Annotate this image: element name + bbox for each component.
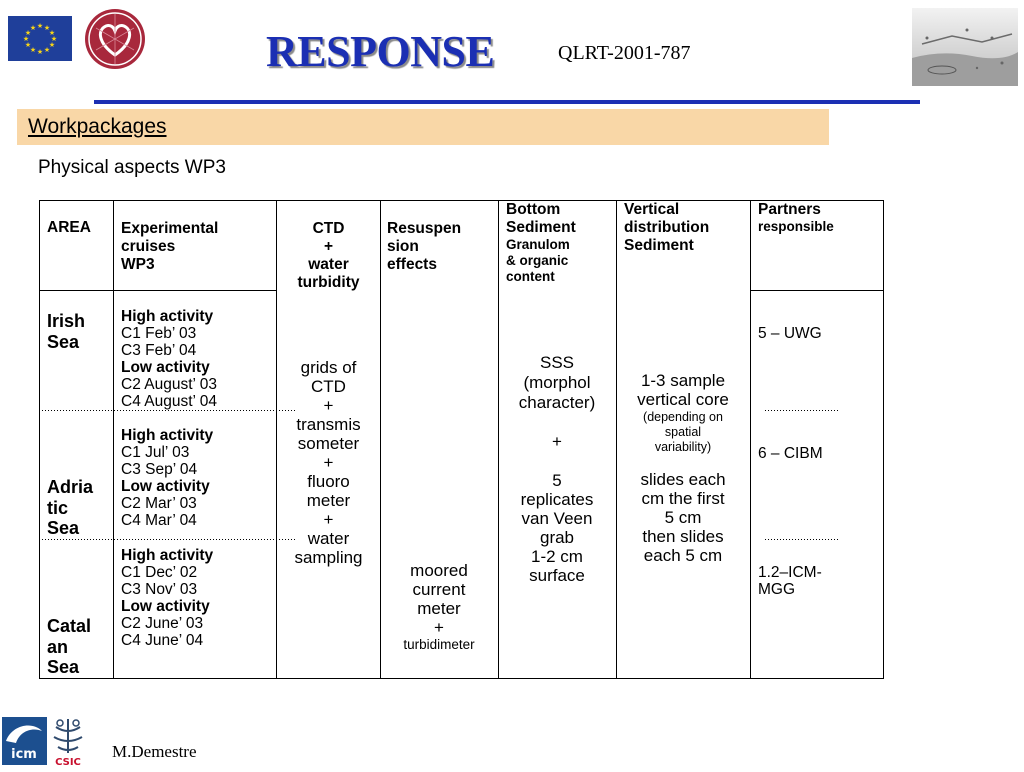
area-irish-sea <box>47 311 85 352</box>
slide-subtitle: Physical aspects WP3 <box>38 157 226 178</box>
ctd-method-line: water <box>307 529 350 548</box>
svg-text:★: ★ <box>29 24 37 32</box>
header-cruises-line: Experimental <box>121 220 219 237</box>
ctd-method-line: + <box>323 453 334 472</box>
header-bottom-line: Bottom <box>506 201 561 218</box>
partner-cibm: 6 – CIBM <box>758 445 823 462</box>
resuspension-method-line: meter <box>417 599 461 618</box>
partner-uwg: 5 – UWG <box>758 325 822 342</box>
resuspension-method-line: moored <box>410 561 468 580</box>
author-name: M.Demestre <box>112 742 197 761</box>
cruise-line: C1 Feb’ 03 <box>121 325 197 342</box>
header-ctd-line: turbidity <box>297 274 360 291</box>
header-resuspension-line: sion <box>387 238 419 255</box>
area-name-line: Adria <box>47 477 94 497</box>
cruise-line: C4 Mar’ 04 <box>121 512 197 529</box>
cruise-line: Low activity <box>121 598 210 615</box>
cruises-catalan-sea <box>121 547 213 649</box>
header-resuspension-line: effects <box>387 256 437 273</box>
eu-stars-icon <box>8 16 72 61</box>
cruise-line: High activity <box>121 547 214 564</box>
vertical-method-line: slides each <box>640 470 726 489</box>
section-label-workpackages[interactable]: Workpackages <box>28 115 167 138</box>
seafloor-image <box>912 8 1018 86</box>
bottom-method-line: 5 <box>552 471 562 490</box>
area-name-line: Catal <box>47 616 92 636</box>
ctd-method-line: someter <box>297 434 360 453</box>
svg-text:★: ★ <box>43 24 51 32</box>
vertical-method-core <box>616 371 750 409</box>
cruise-line: Low activity <box>121 478 210 495</box>
header-vertical-line: Sediment <box>624 237 694 254</box>
svg-text:★: ★ <box>43 46 51 54</box>
heart-emblem-logo <box>84 8 146 70</box>
cruise-line: C1 Jul’ 03 <box>121 444 190 461</box>
bottom-method-line: SSS <box>539 353 575 372</box>
bottom-method-sss <box>498 353 616 413</box>
svg-text:★: ★ <box>29 46 37 54</box>
header-ctd-line: CTD <box>312 220 345 237</box>
cruise-line: C2 June’ 03 <box>121 615 204 632</box>
cruises-irish-sea <box>121 308 217 410</box>
cruise-line: C3 Sep’ 04 <box>121 461 198 478</box>
header-vertical-distribution <box>624 201 709 255</box>
bottom-method-line: (morphol <box>523 373 591 392</box>
icm-logo <box>2 717 47 765</box>
bottom-method-line: grab <box>539 528 575 547</box>
area-catalan-sea <box>47 616 91 678</box>
bottom-method-line: surface <box>529 566 585 585</box>
area-name-line: Irish <box>47 311 86 331</box>
header-bottom-detail: Granulom <box>506 237 570 252</box>
header-bottom-sediment <box>506 201 576 285</box>
ctd-method-line: fluoro <box>307 472 350 491</box>
vertical-method-line: 5 cm <box>664 508 702 527</box>
header-ctd-line: + <box>323 238 334 255</box>
bottom-method-grab <box>498 471 616 585</box>
vertical-method-line: cm the first <box>641 489 725 508</box>
project-code: QLRT-2001-787 <box>558 42 691 64</box>
ctd-method <box>277 358 380 567</box>
vertical-method-line: vertical core <box>637 390 729 409</box>
csic-logo <box>50 715 86 767</box>
cruise-line: C1 Dec’ 02 <box>121 564 198 581</box>
header-bottom-line: Sediment <box>506 219 576 236</box>
header-bottom-detail: content <box>506 269 555 284</box>
cruises-adriatic-sea <box>121 427 213 529</box>
header-partners-detail: responsible <box>758 219 834 234</box>
icm-logo-text: icm <box>11 747 37 762</box>
header-resuspension <box>387 220 461 274</box>
header-ctd <box>277 220 380 292</box>
vertical-method-line: then slides <box>642 527 724 546</box>
ctd-method-line: + <box>323 510 334 529</box>
cruise-line: Low activity <box>121 359 210 376</box>
header-bottom-detail: & organic <box>506 253 569 268</box>
area-name-line: Sea <box>47 518 80 538</box>
header-cruises <box>121 220 218 274</box>
cruise-line: C4 June’ 04 <box>121 632 204 649</box>
cruise-line: High activity <box>121 308 214 325</box>
header-vertical-line: distribution <box>624 219 710 236</box>
vertical-method-line: 1-3 sample <box>640 371 726 390</box>
svg-text:★: ★ <box>36 48 44 56</box>
header-divider <box>94 100 920 104</box>
page-title: RESPONSE <box>266 27 495 76</box>
header-partners <box>758 201 834 235</box>
resuspension-method-line: turbidimeter <box>403 637 475 652</box>
cruise-line: C3 Feb’ 04 <box>121 342 197 359</box>
cruise-line: High activity <box>121 427 214 444</box>
cruise-line: C2 August’ 03 <box>121 376 217 393</box>
ctd-method-line: sampling <box>294 548 363 567</box>
bottom-method-line: van Veen <box>521 509 593 528</box>
eu-flag-logo <box>8 16 72 61</box>
bottom-method-line: 1-2 cm <box>531 547 583 566</box>
header-partners-title: Partners <box>758 201 821 218</box>
ctd-method-line: grids of <box>300 358 357 377</box>
svg-text:★: ★ <box>48 29 56 37</box>
svg-text:★: ★ <box>22 35 30 43</box>
partner-line: MGG <box>758 581 796 598</box>
cruise-line: C4 August’ 04 <box>121 393 217 410</box>
partner-line: 1.2–ICM- <box>758 564 822 581</box>
cruise-line: C3 Nov’ 03 <box>121 581 198 598</box>
header-ctd-line: water <box>308 256 349 273</box>
ctd-method-line: + <box>323 396 334 415</box>
svg-text:★: ★ <box>50 35 58 43</box>
vertical-method-note <box>616 410 750 455</box>
bottom-method-line: character) <box>518 393 596 412</box>
vertical-note-line: spatial <box>664 425 702 439</box>
partner-icm-mgg <box>758 564 822 598</box>
resuspension-method <box>380 561 498 653</box>
vertical-method-line: each 5 cm <box>643 546 723 565</box>
header-cruises-line: WP3 <box>121 256 155 273</box>
cruise-line: C2 Mar’ 03 <box>121 495 197 512</box>
svg-text:★: ★ <box>36 22 44 30</box>
ctd-method-line: meter <box>306 491 351 510</box>
area-name-line: Sea <box>47 657 80 677</box>
resuspension-method-line: current <box>412 580 466 599</box>
svg-text:★: ★ <box>24 41 32 49</box>
header-area: AREA <box>47 219 91 236</box>
vertical-note-line: variability) <box>654 440 712 454</box>
header-vertical-line: Vertical <box>624 201 680 218</box>
area-adriatic-sea <box>47 477 93 539</box>
csic-logo-text: CSIC <box>55 757 81 767</box>
svg-text:★: ★ <box>48 41 56 49</box>
resuspension-method-line: + <box>434 618 444 637</box>
ctd-method-line: transmis <box>296 415 361 434</box>
vertical-method-slides <box>616 470 750 565</box>
header-resuspension-line: Resuspen <box>387 220 462 237</box>
area-name-line: Sea <box>47 331 80 352</box>
bottom-method-plus: + <box>552 432 562 451</box>
vertical-note-line: (depending on <box>643 410 723 424</box>
area-name-line: an <box>47 636 69 657</box>
header-cruises-line: cruises <box>121 238 176 255</box>
svg-text:★: ★ <box>24 29 32 37</box>
bottom-method-line: replicates <box>520 490 594 509</box>
area-name-line: tic <box>47 497 69 518</box>
ctd-method-line: CTD <box>311 377 346 396</box>
